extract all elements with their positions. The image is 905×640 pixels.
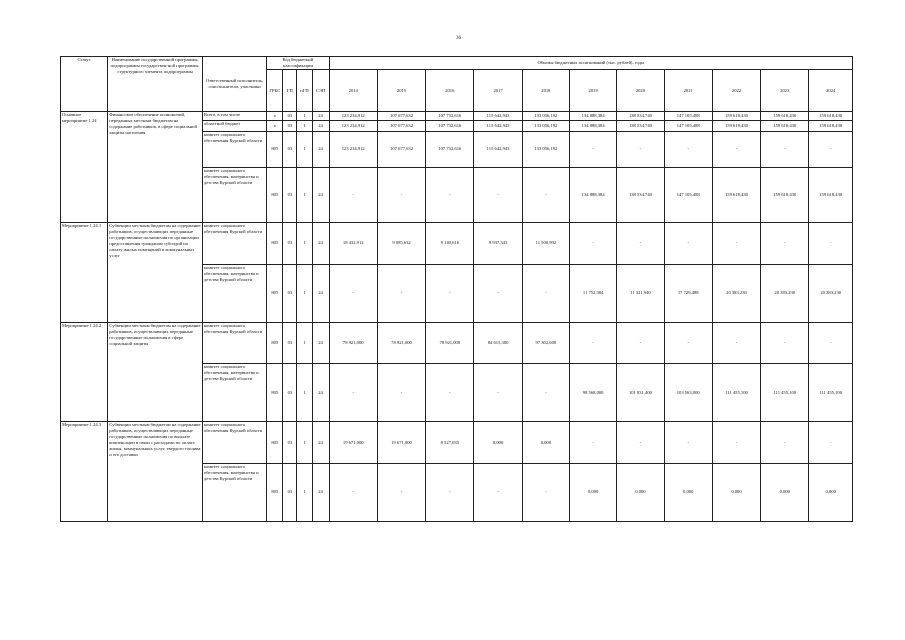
value-cell: - <box>617 131 664 167</box>
sep-cell: 24 <box>312 131 329 167</box>
value-cell: - <box>761 223 809 265</box>
value-cell: - <box>809 322 853 364</box>
value-cell: - <box>761 422 809 464</box>
sep-cell: 24 <box>312 422 329 464</box>
value-cell: 111 455,100 <box>712 364 760 422</box>
value-cell: 0,000 <box>664 463 712 521</box>
value-cell: 133 056,192 <box>522 112 569 121</box>
value-cell: 19 671,000 <box>329 422 377 464</box>
pgp-cell: 1 <box>297 364 312 422</box>
value-cell: - <box>570 422 617 464</box>
value-cell: 11 321,940 <box>617 264 664 322</box>
value-cell: - <box>426 264 474 322</box>
executor-cell: комитет социального обеспечения Курской области <box>202 322 266 364</box>
table-header <box>61 57 853 112</box>
year-header: 2016 <box>426 70 474 112</box>
value-cell: 20 383,230 <box>761 264 809 322</box>
value-cell: 17 729,488 <box>664 264 712 322</box>
status-header: Статус <box>61 57 108 112</box>
value-cell: 98 568,000 <box>570 364 617 422</box>
value-cell: - <box>809 422 853 464</box>
name-cell: Субвенции местным бюджетам на содержание работников, осуществляющих переданные государственные полномочия в сфере социальной защиты <box>108 322 203 422</box>
value-cell: 107 677,632 <box>377 121 425 131</box>
value-cell: 159 618,430 <box>712 168 760 223</box>
value-cell: 0,000 <box>570 463 617 521</box>
value-cell: 159 618,430 <box>761 168 809 223</box>
value-cell: - <box>522 264 569 322</box>
value-cell: 0,000 <box>712 463 760 521</box>
grbs-cell: 805 <box>267 422 283 464</box>
bcc-col-header: ГРБС <box>267 70 283 112</box>
name-cell: Субвенции местным бюджетам на содержание работников, осуществляющих переданные государственные полномочия по организации предоставления гражданам субсидий на оплату жилых помещений и коммунальных услуг <box>108 223 203 323</box>
value-cell: 111 455,100 <box>809 364 853 422</box>
value-cell: - <box>377 264 425 322</box>
value-cell: - <box>809 223 853 265</box>
value-cell: 20 383,230 <box>809 264 853 322</box>
grbs-cell: 805 <box>267 131 283 167</box>
name-cell: Финансовое обеспечение полномочий, переданных местным бюджетам на содержание работников, в сфере социальной защиты населения <box>108 112 203 223</box>
value-cell: 147 105,488 <box>664 168 712 223</box>
pgp-cell: 1 <box>297 223 312 265</box>
status-cell: Основное мероприятие 1.24 <box>61 112 108 223</box>
value-cell: 123 234,912 <box>329 121 377 131</box>
grbs-cell: 805 <box>267 168 283 223</box>
sep-cell: 24 <box>312 112 329 121</box>
value-cell: 133 056,192 <box>522 131 569 167</box>
value-cell: 9 085,632 <box>377 223 425 265</box>
value-cell: - <box>570 322 617 364</box>
value-cell: 84 615,300 <box>474 322 522 364</box>
year-header: 2024 <box>809 70 853 112</box>
table-body <box>61 112 853 522</box>
value-cell: 159 618,430 <box>809 121 853 131</box>
name-header: Наименование государственной программы, подпрограммы государствен-ной программы, структурного элемента подпрограммы <box>108 57 203 112</box>
sep-cell: 24 <box>312 264 329 322</box>
bcc-header: Код бюджетной классификации <box>267 57 329 70</box>
value-cell: - <box>712 131 760 167</box>
year-header: 2015 <box>377 70 425 112</box>
value-cell: 101 831,400 <box>617 364 664 422</box>
value-cell: 78 921,000 <box>426 322 474 364</box>
gp-cell: 03 <box>283 322 297 364</box>
year-header: 2020 <box>617 70 664 112</box>
value-cell: 11 752,384 <box>570 264 617 322</box>
value-cell: 111 455,100 <box>761 364 809 422</box>
value-cell: - <box>377 364 425 422</box>
value-cell: 159 618,430 <box>809 112 853 121</box>
value-cell: - <box>712 422 760 464</box>
volumes-header: Объемы бюджетных ассигнований (тыс. рублей), годы <box>329 57 852 70</box>
value-cell: 115 642,943 <box>474 131 522 167</box>
value-cell: 147 105,488 <box>664 112 712 121</box>
value-cell: 0,000 <box>617 463 664 521</box>
value-cell: 123 234,912 <box>329 131 377 167</box>
value-cell: - <box>426 168 474 223</box>
value-cell: 138 534,740 <box>617 121 664 131</box>
value-cell: - <box>474 264 522 322</box>
sep-cell: 24 <box>312 364 329 422</box>
gp-cell: 03 <box>283 264 297 322</box>
value-cell: 107 677,632 <box>377 112 425 121</box>
executor-cell: комитет социального обеспечения, материнства и детства Курской области <box>202 168 266 223</box>
year-header: 2019 <box>570 70 617 112</box>
value-cell: 134 888,384 <box>570 121 617 131</box>
value-cell: 123 234,912 <box>329 112 377 121</box>
value-cell: 159 618,430 <box>761 112 809 121</box>
pgp-cell: 1 <box>297 131 312 167</box>
pgp-cell: 1 <box>297 112 312 121</box>
executor-cell: комитет социального обеспечения Курской области <box>202 131 266 167</box>
status-cell: Мероприятие 1.24.3 <box>61 422 108 522</box>
grbs-cell: 805 <box>267 463 283 521</box>
bcc-col-header: пГП <box>297 70 312 112</box>
value-cell: - <box>617 322 664 364</box>
value-cell: 133 056,192 <box>522 121 569 131</box>
value-cell: 107 677,632 <box>377 131 425 167</box>
pgp-cell: 1 <box>297 264 312 322</box>
value-cell: 159 618,430 <box>712 112 760 121</box>
executor-cell: комитет социального обеспечения Курской области <box>202 223 266 265</box>
status-cell: Мероприятие 1.24.2 <box>61 322 108 422</box>
pgp-cell: 1 <box>297 463 312 521</box>
value-cell: 0,000 <box>809 463 853 521</box>
pgp-cell: 1 <box>297 322 312 364</box>
executor-cell: областной бюджет <box>202 121 266 131</box>
gp-cell: 03 <box>283 168 297 223</box>
value-cell: 147 105,488 <box>664 121 712 131</box>
value-cell: - <box>329 264 377 322</box>
year-header: 2023 <box>761 70 809 112</box>
page-number: 36 <box>456 36 461 41</box>
grbs-cell: 805 <box>267 223 283 265</box>
value-cell: 107 732,616 <box>426 121 474 131</box>
value-cell: - <box>426 364 474 422</box>
budget-table <box>60 56 853 522</box>
value-cell: - <box>664 422 712 464</box>
value-cell: 115 642,943 <box>474 112 522 121</box>
value-cell: 138 534,740 <box>617 112 664 121</box>
executor-cell: комитет социального обеспечения, материнства и детства Курской области <box>202 264 266 322</box>
grbs-cell: х <box>267 112 283 121</box>
value-cell: - <box>570 223 617 265</box>
executor-header: Ответственный исполнитель, соисполнители, участники <box>202 57 266 112</box>
value-cell: - <box>474 168 522 223</box>
sep-cell: 24 <box>312 223 329 265</box>
grbs-cell: 805 <box>267 264 283 322</box>
value-cell: 0,000 <box>474 422 522 464</box>
value-cell: 138 534,740 <box>617 168 664 223</box>
value-cell: 78 921,000 <box>329 322 377 364</box>
value-cell: 9 140,616 <box>426 223 474 265</box>
value-cell: - <box>664 223 712 265</box>
value-cell: - <box>377 168 425 223</box>
value-cell: 20 383,230 <box>712 264 760 322</box>
year-header: 2014 <box>329 70 377 112</box>
sep-cell: 24 <box>312 463 329 521</box>
value-cell: 115 642,943 <box>474 121 522 131</box>
value-cell: - <box>522 364 569 422</box>
value-cell: - <box>664 131 712 167</box>
bcc-col-header: ГП <box>283 70 297 112</box>
year-header: 2018 <box>522 70 569 112</box>
value-cell: - <box>761 322 809 364</box>
value-cell: 78 921,000 <box>377 322 425 364</box>
table-row <box>61 223 853 265</box>
gp-cell: 03 <box>283 112 297 121</box>
grbs-cell: х <box>267 121 283 131</box>
grbs-cell: 805 <box>267 322 283 364</box>
executor-cell: комитет социального обеспечения, материнства и детства Курской области <box>202 463 266 521</box>
value-cell: - <box>712 322 760 364</box>
name-cell: Субвенции местным бюджетам на содержание работников, осуществляющих переданные государственные полномочия по выплате компенсации в связи с расходами по оплате жилья, коммунальных услуг, твердого топлива и его доставки <box>108 422 203 522</box>
value-cell: 18 432,912 <box>329 223 377 265</box>
value-cell: 97 302,600 <box>522 322 569 364</box>
value-cell: 159 618,430 <box>809 168 853 223</box>
value-cell: - <box>712 223 760 265</box>
value-cell: - <box>474 364 522 422</box>
sep-cell: 24 <box>312 121 329 131</box>
status-cell: Мероприятие 1.24.1 <box>61 223 108 323</box>
gp-cell: 03 <box>283 422 297 464</box>
executor-cell: комитет социального обеспечения Курской области <box>202 422 266 464</box>
value-cell: - <box>617 223 664 265</box>
grbs-cell: 805 <box>267 364 283 422</box>
value-cell: - <box>617 422 664 464</box>
gp-cell: 03 <box>283 364 297 422</box>
bcc-col-header: СЭП <box>312 70 329 112</box>
executor-cell: комитет социального обеспечения, материнства и детства Курской области <box>202 364 266 422</box>
value-cell: 107 732,616 <box>426 112 474 121</box>
value-cell: 107 732,616 <box>426 131 474 167</box>
value-cell: - <box>809 131 853 167</box>
value-cell: - <box>522 463 569 521</box>
value-cell: - <box>329 168 377 223</box>
gp-cell: 03 <box>283 131 297 167</box>
value-cell: - <box>761 131 809 167</box>
value-cell: 8 527,035 <box>426 422 474 464</box>
value-cell: - <box>377 463 425 521</box>
value-cell: 19 671,000 <box>377 422 425 464</box>
value-cell: 103 563,000 <box>664 364 712 422</box>
gp-cell: 03 <box>283 223 297 265</box>
year-header: 2021 <box>664 70 712 112</box>
value-cell: - <box>522 168 569 223</box>
value-cell: 134 888,384 <box>570 168 617 223</box>
value-cell: 0,000 <box>761 463 809 521</box>
value-cell: - <box>474 463 522 521</box>
value-cell: - <box>570 131 617 167</box>
pgp-cell: 1 <box>297 121 312 131</box>
value-cell: 0,000 <box>522 422 569 464</box>
value-cell: 11 500,992 <box>522 223 569 265</box>
value-cell: 9 937,343 <box>474 223 522 265</box>
value-cell: 159 618,430 <box>712 121 760 131</box>
pgp-cell: 1 <box>297 422 312 464</box>
value-cell: - <box>329 364 377 422</box>
value-cell: - <box>329 463 377 521</box>
pgp-cell: 1 <box>297 168 312 223</box>
year-header: 2017 <box>474 70 522 112</box>
sep-cell: 24 <box>312 322 329 364</box>
executor-cell: Всего, в том числе <box>202 112 266 121</box>
value-cell: - <box>664 322 712 364</box>
table-row <box>61 422 853 464</box>
gp-cell: 03 <box>283 121 297 131</box>
value-cell: - <box>426 463 474 521</box>
sep-cell: 24 <box>312 168 329 223</box>
gp-cell: 03 <box>283 463 297 521</box>
value-cell: 134 888,384 <box>570 112 617 121</box>
year-header: 2022 <box>712 70 760 112</box>
table-row <box>61 322 853 364</box>
table-row <box>61 112 853 121</box>
value-cell: 159 618,430 <box>761 121 809 131</box>
